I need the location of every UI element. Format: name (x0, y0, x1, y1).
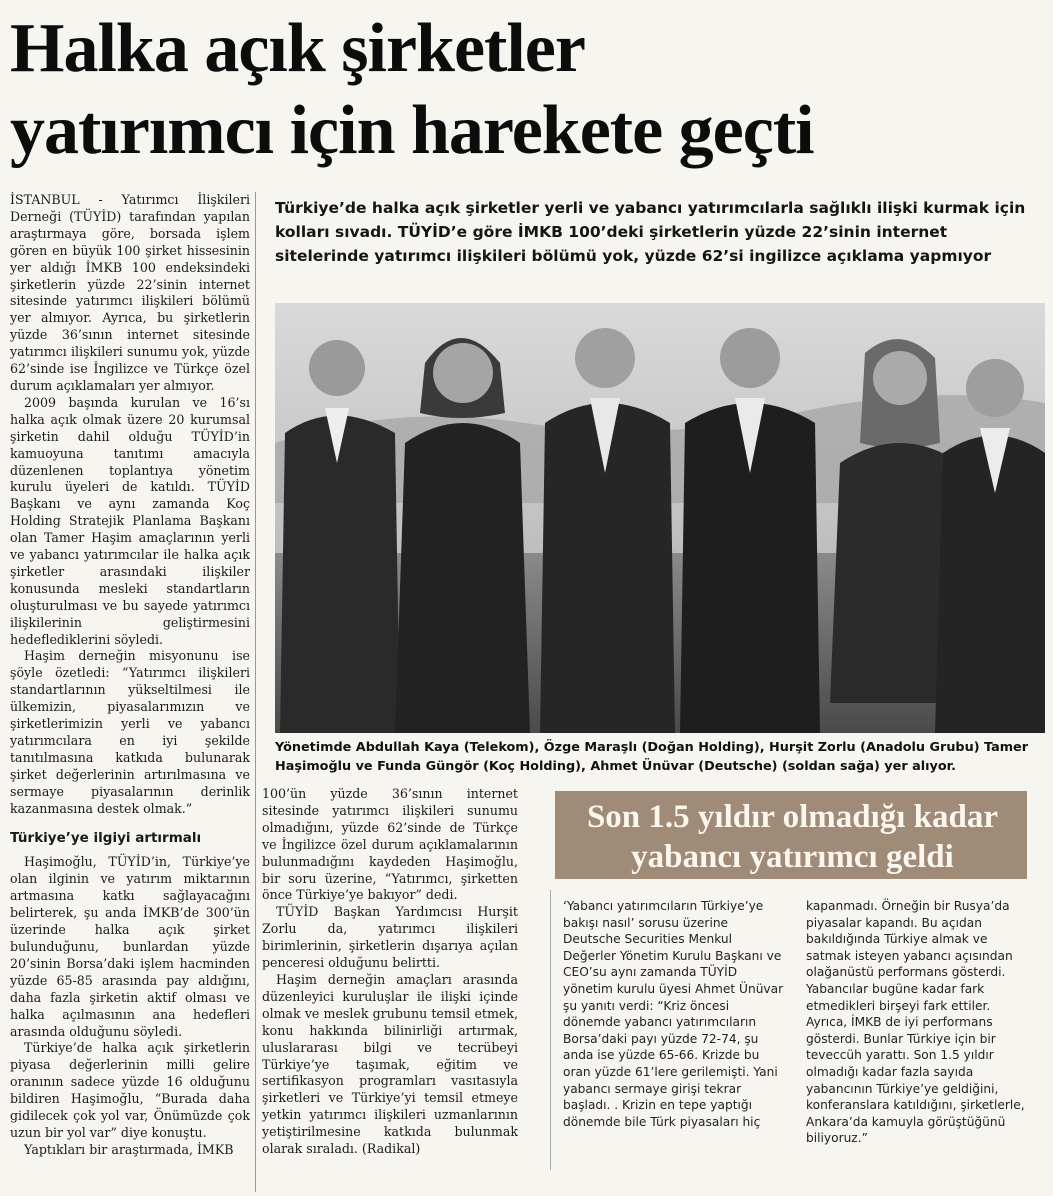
paragraph: Yaptıkları bir araştırmada, İMKB (24, 1141, 234, 1157)
article-left-column (10, 192, 250, 1159)
sidebar-box-header (555, 791, 1027, 879)
sidebar-paragraph: ‘Yabancı yatırımcıların Türkiye’ye bakışı nasıl’ sorusu üzerine Deutsche Securities Menkul Değerler Yönetim Kurulu Başkanı ve CEO’su aynı zamanda TÜYİD yönetim kurulu üyesi Ahmet Ünüvar şu yanıtı verdi: “Kriz öncesi dönemde yabancı yatırımcıların Borsa’daki payı yüzde 72-74, şu anda ise yüzde 65-66. Krizde bu oran yüzde 61’lere gerilemişti. Yani yabancı sermaye girişi tekrar başladı. . Krizin en tepe yaptığı dönemde bile Türk piyasaları hiç (563, 899, 784, 1129)
paragraph: Haşimoğlu, TÜYİD’in, Türkiye’ye olan ilginin ve yatırım miktarının artmasına katkı sağlayacağını belirterek, şu anda İMKB’de 300’ün üzerinde halka açık şirket bulunduğunu, bunlardan yüzde 20’sinin Borsa’daki işlem hacminden yüzde 65-85 arasında pay aldığını, daha fazla şirketin aktif olması ve halka açılmasının ana hedefleri arasında olduğunu söyledi. (10, 854, 250, 1039)
paragraph: Türkiye’de halka açık şirketlerin piyasa değerlerinin milli gelire oranının sadece yüzde 16 olduğunu bildiren Haşimoğlu, “Burada daha gidilecek çok yol var, Önümüzde çok uzun bir yol var” diye konuştu. (10, 1040, 250, 1140)
photo-caption: Yönetimde Abdullah Kaya (Telekom), Özge Maraşlı (Doğan Holding), Hurşit Zorlu (Anadolu Grubu) Tamer Haşimoğlu ve Funda Güngör (Koç Holding), Ahmet Ünüvar (Deutsche) (soldan sağa) yer alıyor. (275, 740, 1029, 774)
group-photo-image (275, 303, 1045, 733)
paragraph: Haşim derneğin amaçları arasında düzenleyici kuruluşlar ile ilişki içinde olmak ve meslek grubunu temsil etmek, konu hakkında bilinirliği artırmak, uluslararası bilgi ve tecrübeyi Türkiye’ye taşımak, eğitim ve sertifikasyon programları vasıtasıyla şirketleri ve Türkiye’yi temsil etmeye yetkin yatırımcı ilişkileri uzmanlarının yetiştirilmesine katkıda bulunmak olarak sıraladı. (Radikal) (262, 971, 518, 1157)
paragraph: 100’ün yüzde 36’sının internet sitesinde yatırımcı ilişkileri sunumu olmadığını, yüzde 62’sinde de Türkçe ve İngilizce özel durum açıklamalarının bulunmadığını kaydeden Haşimoğlu, bir soru üzerine, “Yatırımcı, şirketten önce Türkiye’ye bakıyor” dedi. (262, 786, 518, 903)
headline-line-1: Halka açık şirketler (10, 10, 585, 87)
sidebar-column-divider (550, 890, 551, 1170)
sidebar-paragraph: kapanmadı. Örneğin bir Rusya’da piyasalar kapandı. Bu açıdan bakıldığında Türkiye almak ve satmak isteyen yabancı açısından olağanüstü performans gösterdi. Yabancılar bugüne kadar fark etmedikleri birşeyi fark ettiler. Ayrıca, İMKB de iyi performans gösterdi. Bunlar Türkiye için bir teveccüh yarattı. Son 1.5 yıldır olmadığı kadar fazla sayıda yabancının Türkiye’ye geldiğini, konferanslara katıldığını, şirketlerle, Ankara’da kamuyla görüştüğünü biliyoruz.” (806, 899, 1025, 1146)
headline-line-2: yatırımcı için harekete geçti (10, 92, 814, 169)
headline (10, 8, 1045, 172)
sidebar-title-line-2: yabancı yatırımcı geldi (631, 839, 954, 875)
section-subhead: Türkiye’ye ilgiyi artırmalı (10, 829, 202, 846)
paragraph: İSTANBUL - Yatırımcı İlişkileri Derneği (TÜYİD) tarafından yapılan araştırmaya göre, borsada işlem gören en büyük 100 şirket hissesinin yer aldığı İMKB 100 endeksindeki şirketlerin yüzde 22’sinin internet sitesinde yatırımcı ilişkileri bölümü yer almıyor. Ayrıca, bu şirketlerin yüzde 36’sının internet sitesinde yatırımcı ilişkileri sunumu yok, yüzde 62’sinde ise İngilizce ve Türkçe özel durum açıklamaları yer almıyor. (10, 192, 250, 393)
article-middle-column (262, 786, 518, 1158)
group-photo (275, 303, 1045, 733)
column-divider (255, 192, 256, 1192)
sidebar-title-line-1: Son 1.5 yıldır olmadığı kadar (586, 799, 999, 835)
sidebar-left-column (563, 898, 785, 1130)
sidebar-right-column (806, 898, 1028, 1147)
paragraph: Haşim derneğin misyonunu ise şöyle özetledi: “Yatırımcı ilişkileri standartlarının yükseltilmesi ile ülkemizin, piyasalarımızın ve şirketlerimizin yerli ve yabancı yatırımcılara en iyi şekilde tanıtılmasına katkıda bulunarak şirket değerlerinin artırılmasına ve sermaye piyasalarının derinlik kazanmasına destek olmak.” (10, 648, 250, 816)
paragraph: TÜYİD Başkan Yardımcısı Hurşit Zorlu da, yatırımcı ilişkileri birimlerinin, şirketlerin dışarıya açılan penceresi olduğunu belirtti. (262, 904, 518, 971)
sidebar-box-title (565, 797, 1020, 877)
paragraph: 2009 başında kurulan ve 16’sı halka açık olmak üzere 20 kurumsal şirketin dahil olduğu TÜYİD’in kamuoyuna tanıtımı amacıyla düzenlenen toplantıya yönetim kurulu üyeleri de katıldı. TÜYİD Başkanı ve aynı zamanda Koç Holding Stratejik Planlama Başkanı olan Tamer Haşim amaçlarının yerli ve yabancı yatırımcılar ile halka açık şirketler arasındaki ilişkiler konusunda mesleki standartların oluşturulması ve bu sayede yatırımcı ilişkilerinin geliştirmesini hedeflediklerini söyledi. (10, 394, 250, 647)
article-deck: Türkiye’de halka açık şirketler yerli ve yabancı yatırımcılarla sağlıklı ilişki kurmak için kolları sıvadı. TÜYİD’e göre İMKB 100’deki şirketlerin yüzde 22’sinin internet sitelerinde yatırımcı ilişkileri bölümü yok, yüzde 62’si ingilizce açıklama yapmıyor (275, 199, 1026, 265)
